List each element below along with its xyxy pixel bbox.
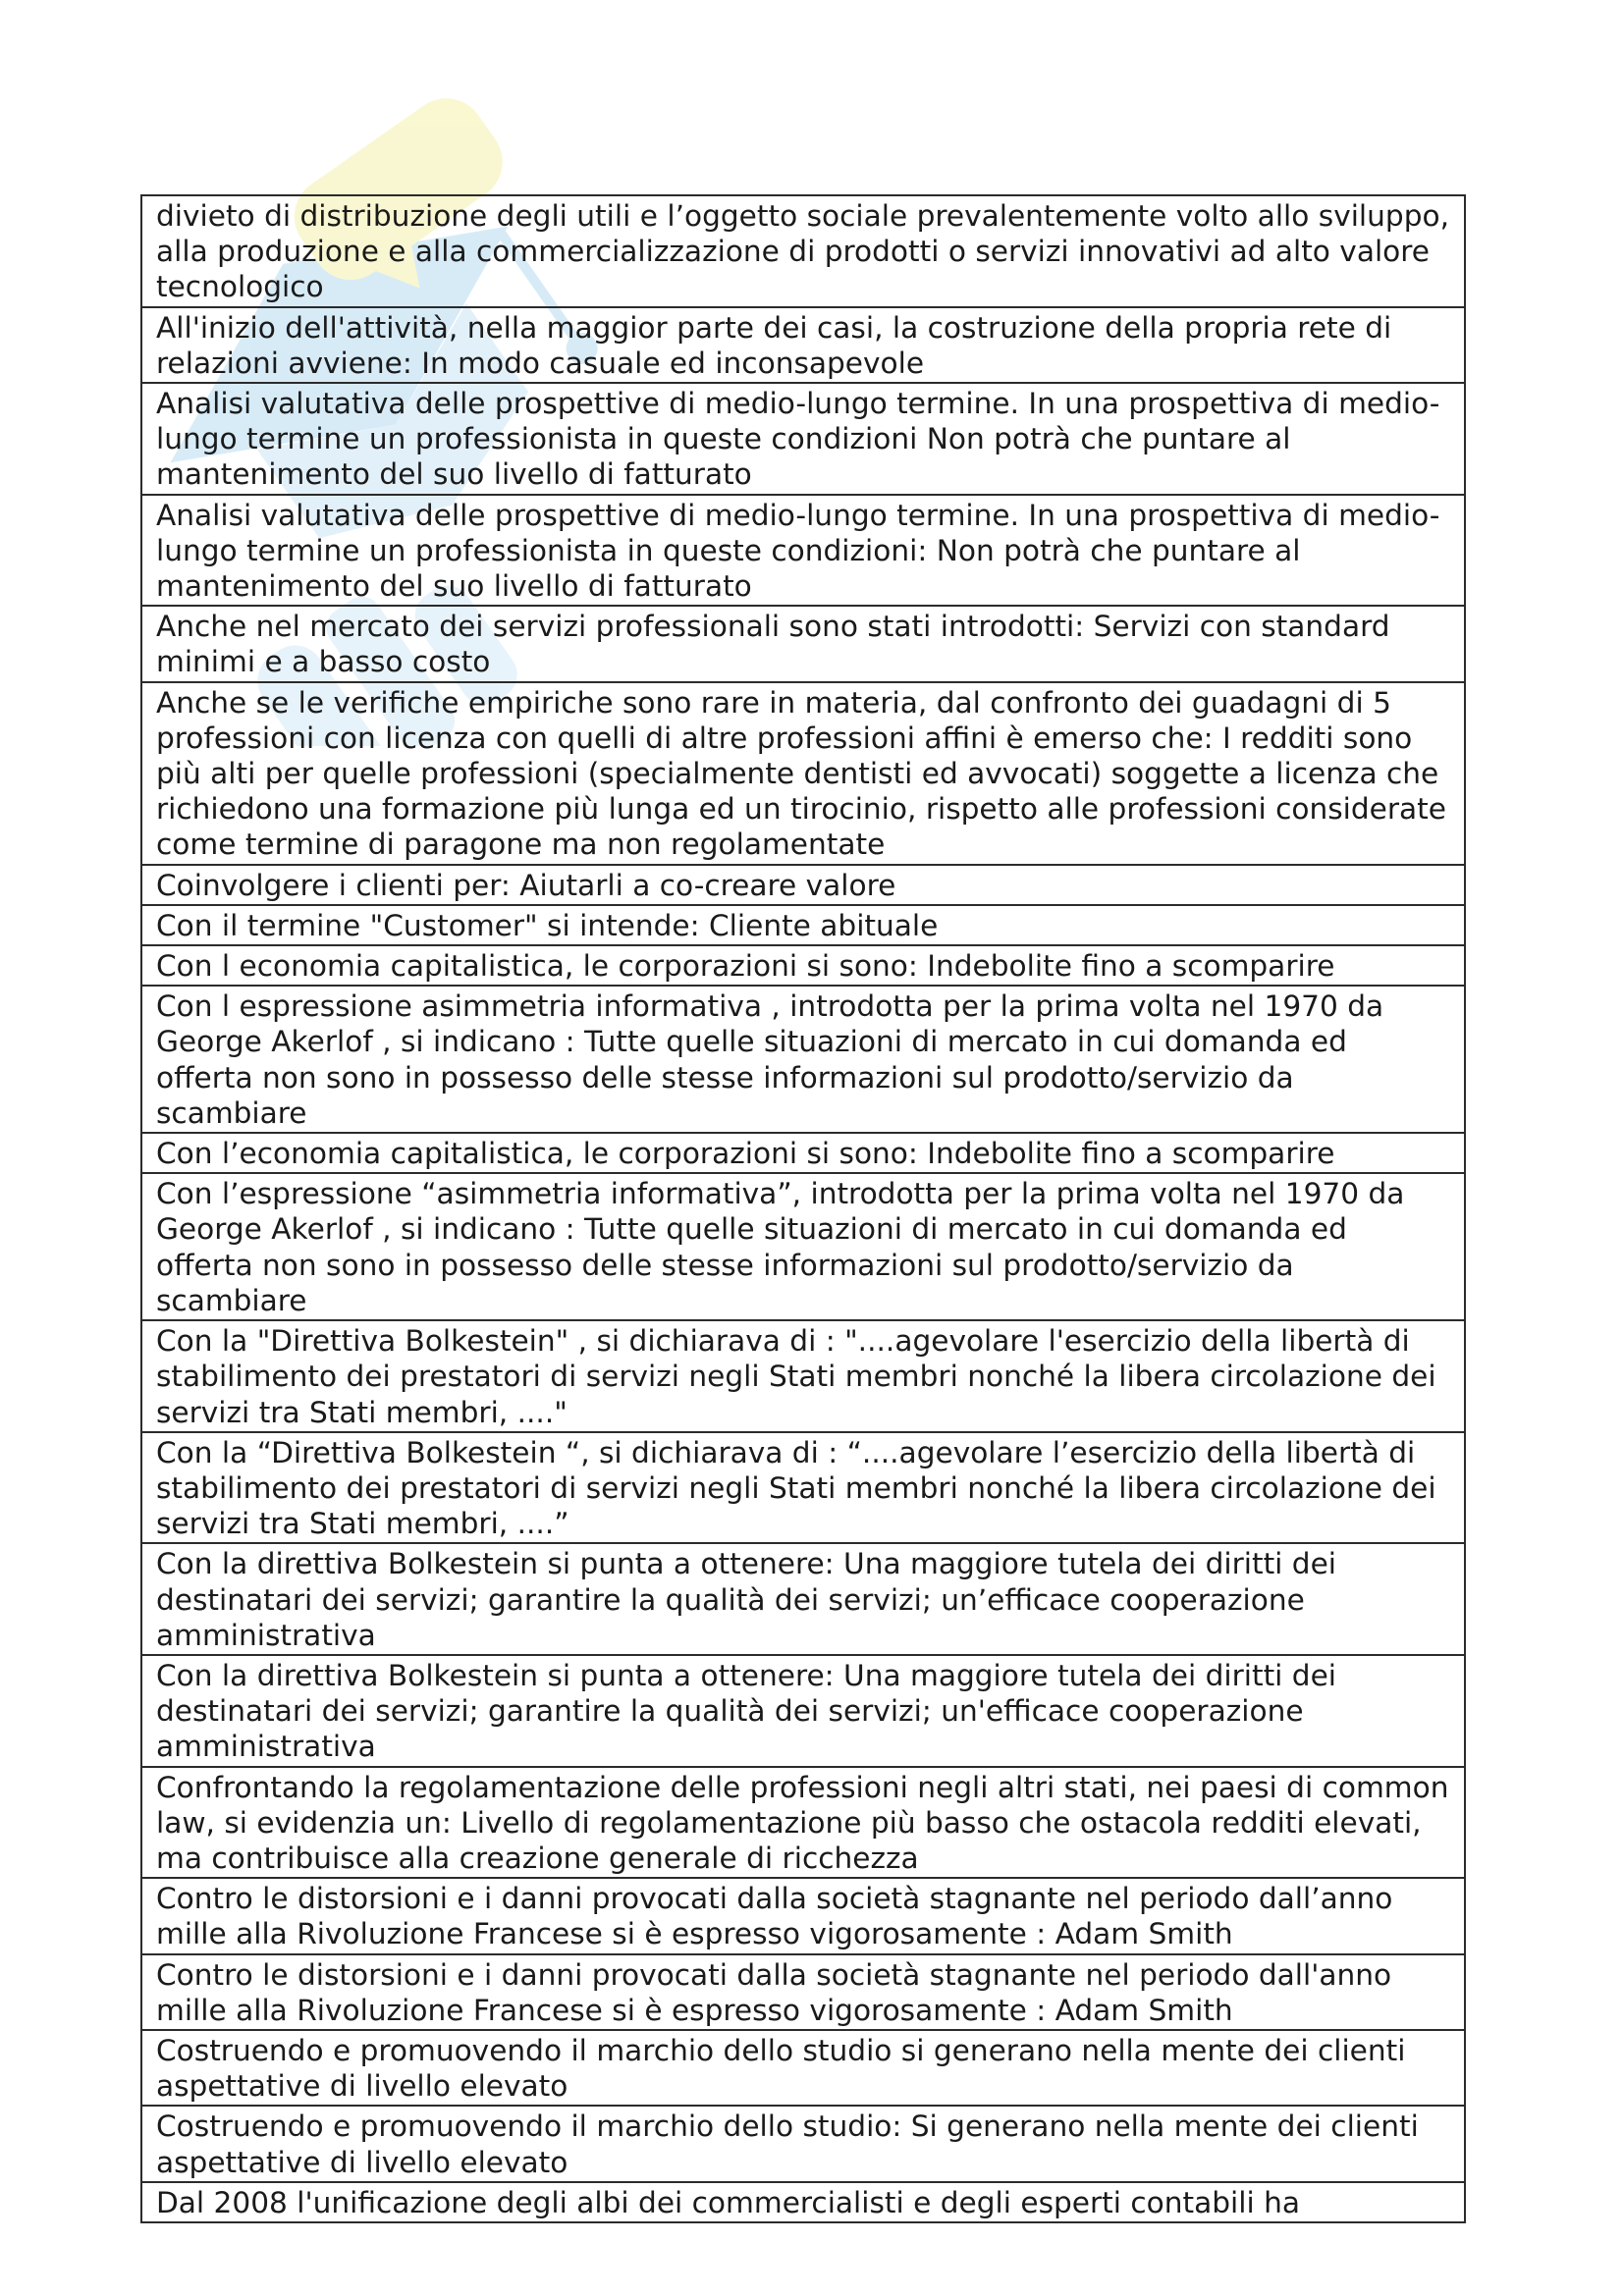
table-cell: Coinvolgere i clienti per: Aiutarli a co-creare valore bbox=[141, 865, 1465, 905]
table-row bbox=[141, 495, 1465, 607]
table-row bbox=[141, 195, 1465, 307]
table-cell: Con la "Direttiva Bolkestein" , si dichiarava di : "....agevolare l'esercizio della libertà di stabilimento dei prestatori di servizi negli Stati membri nonché la libera circolazione dei servizi tra Stati membri, ...." bbox=[141, 1320, 1465, 1432]
table-row bbox=[141, 1173, 1465, 1320]
table-row bbox=[141, 986, 1465, 1133]
table-cell: Analisi valutativa delle prospettive di medio-lungo termine. In una prospettiva di medio-lungo termine un professionista in queste condizioni Non potrà che puntare al mantenimento del suo livello di fatturato bbox=[141, 383, 1465, 495]
table-cell: Dal 2008 l'unificazione degli albi dei commercialisti e degli esperti contabili ha bbox=[141, 2182, 1465, 2222]
table-row bbox=[141, 2182, 1465, 2222]
table-cell: Con il termine "Customer" si intende: Cliente abituale bbox=[141, 905, 1465, 945]
table-cell: Con la direttiva Bolkestein si punta a ottenere: Una maggiore tutela dei diritti dei destinatari dei servizi; garantire la qualità dei servizi; un’efficace cooperazione amministrativa bbox=[141, 1543, 1465, 1655]
table-row bbox=[141, 905, 1465, 945]
table-row bbox=[141, 383, 1465, 495]
table-cell: Con la direttiva Bolkestein si punta a ottenere: Una maggiore tutela dei diritti dei destinatari dei servizi; garantire la qualità dei servizi; un'efficace cooperazione amministrativa bbox=[141, 1655, 1465, 1767]
table-cell: Anche nel mercato dei servizi professionali sono stati introdotti: Servizi con standard minimi e a basso costo bbox=[141, 606, 1465, 681]
table-cell: Con l espressione asimmetria informativa , introdotta per la prima volta nel 1970 da George Akerlof , si indicano : Tutte quelle situazioni di mercato in cui domanda ed offerta non sono in possesso delle stesse informazioni sul prodotto/servizio da scambiare bbox=[141, 986, 1465, 1133]
table-cell: Contro le distorsioni e i danni provocati dalla società stagnante nel periodo dall'anno mille alla Rivoluzione Francese si è espresso vigorosamente : Adam Smith bbox=[141, 1954, 1465, 2030]
table-row bbox=[141, 1432, 1465, 1544]
table-cell: Confrontando la regolamentazione delle professioni negli altri stati, nei paesi di common law, si evidenzia un: Livello di regolamentazione più basso che ostacola redditi elevati, ma contribuisce alla creazione generale di ricchezza bbox=[141, 1767, 1465, 1879]
table-cell: Analisi valutativa delle prospettive di medio-lungo termine. In una prospettiva di medio-lungo termine un professionista in queste condizioni: Non potrà che puntare al mantenimento del suo livello di fatturato bbox=[141, 495, 1465, 607]
table-row bbox=[141, 1320, 1465, 1432]
table-row bbox=[141, 682, 1465, 865]
table-row bbox=[141, 1543, 1465, 1655]
table-row bbox=[141, 1133, 1465, 1173]
table-row bbox=[141, 1767, 1465, 1879]
table-row bbox=[141, 1954, 1465, 2030]
table-row bbox=[141, 2106, 1465, 2181]
table-row bbox=[141, 865, 1465, 905]
table-row bbox=[141, 606, 1465, 681]
table-row bbox=[141, 307, 1465, 383]
notes-table bbox=[140, 194, 1466, 2223]
table-cell: divieto di distribuzione degli utili e l’oggetto sociale prevalentemente volto allo sviluppo, alla produzione e alla commercializzazione di prodotti o servizi innovativi ad alto valore tecnologico bbox=[141, 195, 1465, 307]
table-row bbox=[141, 2030, 1465, 2106]
table-cell: All'inizio dell'attività, nella maggior parte dei casi, la costruzione della propria rete di relazioni avviene: In modo casuale ed inconsapevole bbox=[141, 307, 1465, 383]
table-cell: Con l economia capitalistica, le corporazioni si sono: Indebolite fino a scomparire bbox=[141, 945, 1465, 986]
table-row bbox=[141, 1655, 1465, 1767]
table-cell: Con la “Direttiva Bolkestein “, si dichiarava di : “....agevolare l’esercizio della libertà di stabilimento dei prestatori di servizi negli Stati membri nonché la libera circolazione dei servizi tra Stati membri, ....” bbox=[141, 1432, 1465, 1544]
table-cell: Costruendo e promuovendo il marchio dello studio: Si generano nella mente dei clienti aspettative di livello elevato bbox=[141, 2106, 1465, 2181]
table-row bbox=[141, 945, 1465, 986]
table-cell: Contro le distorsioni e i danni provocati dalla società stagnante nel periodo dall’anno mille alla Rivoluzione Francese si è espresso vigorosamente : Adam Smith bbox=[141, 1878, 1465, 1953]
table-cell: Con l’espressione “asimmetria informativa”, introdotta per la prima volta nel 1970 da George Akerlof , si indicano : Tutte quelle situazioni di mercato in cui domanda ed offerta non sono in possesso delle stesse informazioni sul prodotto/servizio da scambiare bbox=[141, 1173, 1465, 1320]
table-row bbox=[141, 1878, 1465, 1953]
table-cell: Costruendo e promuovendo il marchio dello studio si generano nella mente dei clienti aspettative di livello elevato bbox=[141, 2030, 1465, 2106]
table-cell: Con l’economia capitalistica, le corporazioni si sono: Indebolite fino a scomparire bbox=[141, 1133, 1465, 1173]
table-cell: Anche se le verifiche empiriche sono rare in materia, dal confronto dei guadagni di 5 professioni con licenza con quelli di altre professioni affini è emerso che: I redditi sono più alti per quelle professioni (specialmente dentisti ed avvocati) soggette a licenza che richiedono una formazione più lunga ed un tirocinio, rispetto alle professioni considerate come termine di paragone ma non regolamentate bbox=[141, 682, 1465, 865]
